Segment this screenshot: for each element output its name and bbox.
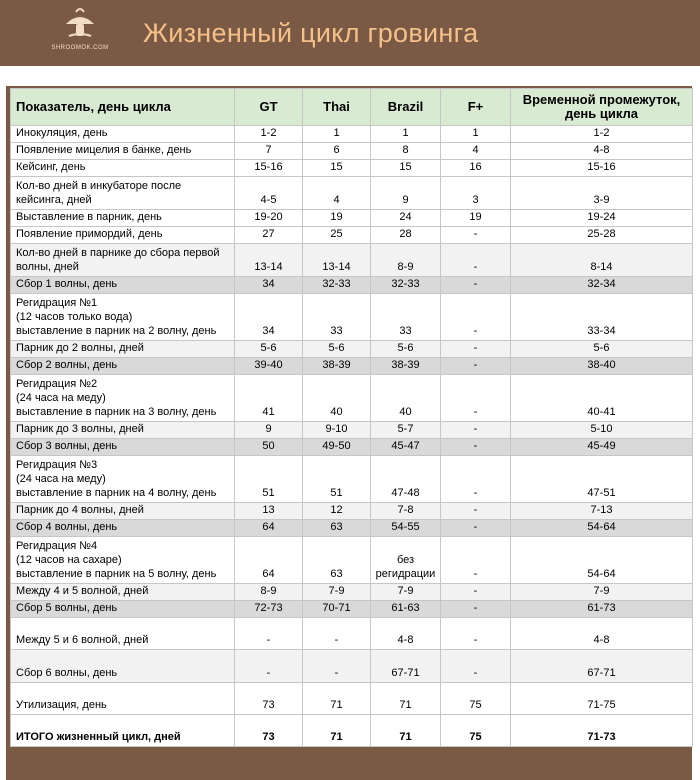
value-cell: 5-6 — [303, 341, 371, 358]
row-label — [11, 277, 235, 294]
row-label-line: ИТОГО жизненный цикл, дней — [16, 731, 181, 743]
value-cell: 4-8 — [511, 618, 693, 650]
value-cell: 15 — [371, 160, 441, 177]
value-cell: 45-47 — [371, 439, 441, 456]
table-row — [11, 503, 693, 520]
value-cell: - — [441, 422, 511, 439]
value-cell: 13-14 — [235, 244, 303, 277]
value-cell: 7-9 — [371, 584, 441, 601]
value-cell: 47-51 — [511, 456, 693, 503]
row-label-line: Регидрация №4 — [16, 540, 98, 552]
row-label-line: Между 5 и 6 волной, дней — [16, 634, 149, 646]
value-cell: 71 — [371, 715, 441, 747]
row-label — [11, 683, 235, 715]
value-cell: 33 — [303, 294, 371, 341]
value-cell: 73 — [235, 683, 303, 715]
value-cell: - — [303, 650, 371, 683]
value-cell: 1 — [441, 126, 511, 143]
value-cell: 75 — [441, 715, 511, 747]
value-cell: 1-2 — [511, 126, 693, 143]
value-cell: 25 — [303, 227, 371, 244]
table-row — [11, 277, 693, 294]
value-cell: 40 — [371, 375, 441, 422]
value-cell: 19 — [441, 210, 511, 227]
value-cell: 4-8 — [511, 143, 693, 160]
value-cell: 75 — [441, 683, 511, 715]
value-cell: 73 — [235, 715, 303, 747]
value-cell: 32-34 — [511, 277, 693, 294]
value-cell: - — [441, 227, 511, 244]
table-row — [11, 618, 693, 650]
row-label-line: Сбор 6 волны, день — [16, 667, 118, 679]
row-label-line: Утилизация, день — [16, 699, 107, 711]
row-label-line: Кейсинг, день — [16, 161, 86, 173]
row-label-line: выставление в парник на 3 волну, день — [16, 406, 217, 418]
value-cell: 6 — [303, 143, 371, 160]
value-cell: 38-39 — [371, 358, 441, 375]
table-row — [11, 227, 693, 244]
value-cell: 71-73 — [511, 715, 693, 747]
row-label-line: Появление мицелия в банке, день — [16, 144, 192, 156]
value-cell: 19 — [303, 210, 371, 227]
row-label-line: (12 часов только вода) — [16, 311, 133, 323]
value-cell: - — [441, 537, 511, 584]
row-label — [11, 160, 235, 177]
column-header: Показатель, день цикла — [11, 89, 235, 126]
value-cell: 15 — [303, 160, 371, 177]
value-cell: 61-73 — [511, 601, 693, 618]
logo-text: SHROOMOK.COM — [51, 45, 109, 51]
value-cell: 1 — [303, 126, 371, 143]
site-logo[interactable] — [50, 6, 110, 58]
value-cell: 40 — [303, 375, 371, 422]
value-cell: 16 — [441, 160, 511, 177]
value-cell: 63 — [303, 537, 371, 584]
table-row — [11, 375, 693, 422]
row-label — [11, 210, 235, 227]
value-cell: 32-33 — [303, 277, 371, 294]
value-cell: 51 — [303, 456, 371, 503]
value-cell: 47-48 — [371, 456, 441, 503]
value-cell: 34 — [235, 277, 303, 294]
row-label-line: выставление в парник на 2 волну, день — [16, 325, 217, 337]
column-header: Thai — [303, 89, 371, 126]
row-label-line: Появление примордий, день — [16, 228, 163, 240]
table-row — [11, 126, 693, 143]
row-label-line: Сбор 2 волны, день — [16, 359, 118, 371]
value-cell: 54-55 — [371, 520, 441, 537]
value-cell: 63 — [303, 520, 371, 537]
value-cell: - — [441, 244, 511, 277]
row-label-line: Регидрация №3 — [16, 459, 98, 471]
value-cell: - — [441, 294, 511, 341]
table-row — [11, 584, 693, 601]
value-cell: 33 — [371, 294, 441, 341]
value-cell: 7-8 — [371, 503, 441, 520]
growing-cycle-table — [10, 88, 693, 747]
column-header: Brazil — [371, 89, 441, 126]
value-cell: 13 — [235, 503, 303, 520]
value-cell: 72-73 — [235, 601, 303, 618]
row-label — [11, 126, 235, 143]
page-title: Жизненный цикл гровинга — [143, 18, 479, 48]
row-label-line: Сбор 3 волны, день — [16, 440, 118, 452]
table-row — [11, 160, 693, 177]
table-row — [11, 650, 693, 683]
row-label-line: выставление в парник на 5 волну, день — [16, 568, 217, 580]
value-cell: 38-39 — [303, 358, 371, 375]
value-cell: 25-28 — [511, 227, 693, 244]
value-cell: 27 — [235, 227, 303, 244]
value-cell: 8 — [371, 143, 441, 160]
value-cell: 71-75 — [511, 683, 693, 715]
table-row — [11, 601, 693, 618]
value-cell: - — [441, 503, 511, 520]
value-cell: - — [441, 584, 511, 601]
row-label-line: (24 часа на меду) — [16, 473, 106, 485]
row-label-line: Между 4 и 5 волной, дней — [16, 585, 149, 597]
header-banner — [0, 0, 700, 66]
value-cell: 1-2 — [235, 126, 303, 143]
value-cell: - — [235, 618, 303, 650]
row-label-line: Инокуляция, день — [16, 127, 108, 139]
value-cell: 7 — [235, 143, 303, 160]
value-cell: 12 — [303, 503, 371, 520]
value-cell: 5-6 — [371, 341, 441, 358]
value-cell: 9 — [371, 177, 441, 210]
value-cell: - — [441, 358, 511, 375]
table-row — [11, 715, 693, 747]
row-label — [11, 177, 235, 210]
row-label — [11, 456, 235, 503]
row-label — [11, 244, 235, 277]
row-label — [11, 375, 235, 422]
row-label — [11, 715, 235, 747]
table-row — [11, 358, 693, 375]
value-cell: - — [441, 375, 511, 422]
value-cell: 45-49 — [511, 439, 693, 456]
row-label — [11, 358, 235, 375]
row-label — [11, 227, 235, 244]
value-cell: 34 — [235, 294, 303, 341]
table-row — [11, 456, 693, 503]
value-cell: 13-14 — [303, 244, 371, 277]
row-label-line: Сбор 1 волны, день — [16, 278, 118, 290]
row-label-line: Кол-во дней в инкубаторе после — [16, 180, 182, 192]
value-cell: - — [441, 277, 511, 294]
value-cell: - — [441, 618, 511, 650]
value-cell: 3 — [441, 177, 511, 210]
value-cell: 7-9 — [511, 584, 693, 601]
value-cell: без регидрации — [371, 537, 441, 584]
value-cell: 5-10 — [511, 422, 693, 439]
row-label — [11, 143, 235, 160]
table-row — [11, 177, 693, 210]
row-label-line: Парник до 4 волны, дней — [16, 504, 144, 516]
table-header-row — [11, 89, 693, 126]
value-cell: 50 — [235, 439, 303, 456]
row-label — [11, 439, 235, 456]
mushroom-icon — [63, 6, 97, 44]
value-cell: - — [235, 650, 303, 683]
value-cell: 3-9 — [511, 177, 693, 210]
value-cell: 70-71 — [303, 601, 371, 618]
value-cell: 28 — [371, 227, 441, 244]
row-label-line: Сбор 5 волны, день — [16, 602, 118, 614]
value-cell: 64 — [235, 520, 303, 537]
value-cell: 54-64 — [511, 537, 693, 584]
value-cell: 5-6 — [511, 341, 693, 358]
value-cell: - — [441, 439, 511, 456]
value-cell: 49-50 — [303, 439, 371, 456]
row-label-line: (12 часов на сахаре) — [16, 554, 122, 566]
value-cell: 71 — [303, 715, 371, 747]
row-label — [11, 503, 235, 520]
value-cell: 24 — [371, 210, 441, 227]
row-label — [11, 341, 235, 358]
row-label-line: Парник до 2 волны, дней — [16, 342, 144, 354]
value-cell: 4 — [303, 177, 371, 210]
value-cell: 39-40 — [235, 358, 303, 375]
value-cell: 8-9 — [371, 244, 441, 277]
value-cell: 4-8 — [371, 618, 441, 650]
row-label — [11, 584, 235, 601]
value-cell: 8-14 — [511, 244, 693, 277]
column-header: Временной промежуток, день цикла — [511, 89, 693, 126]
row-label — [11, 422, 235, 439]
value-cell: 5-7 — [371, 422, 441, 439]
value-cell: 33-34 — [511, 294, 693, 341]
value-cell: 61-63 — [371, 601, 441, 618]
value-cell: - — [303, 618, 371, 650]
value-cell: 51 — [235, 456, 303, 503]
table-row — [11, 537, 693, 584]
value-cell: 67-71 — [371, 650, 441, 683]
row-label-line: Кол-во дней в парнике до сбора первой — [16, 247, 220, 259]
value-cell: 15-16 — [235, 160, 303, 177]
value-cell: 71 — [371, 683, 441, 715]
column-header: GT — [235, 89, 303, 126]
row-label-line: волны, дней — [16, 261, 79, 273]
value-cell: 7-9 — [303, 584, 371, 601]
row-label-line: Регидрация №2 — [16, 378, 98, 390]
row-label-line: Выставление в парник, день — [16, 211, 162, 223]
value-cell: 38-40 — [511, 358, 693, 375]
table-row — [11, 520, 693, 537]
row-label-line: Сбор 4 волны, день — [16, 521, 118, 533]
row-label — [11, 618, 235, 650]
value-cell: 4-5 — [235, 177, 303, 210]
row-label — [11, 294, 235, 341]
value-cell: - — [441, 650, 511, 683]
row-label-line: выставление в парник на 4 волну, день — [16, 487, 217, 499]
value-cell: 67-71 — [511, 650, 693, 683]
row-label-line: Парник до 3 волны, дней — [16, 423, 144, 435]
value-cell: 4 — [441, 143, 511, 160]
table-row — [11, 439, 693, 456]
value-cell: 7-13 — [511, 503, 693, 520]
row-label — [11, 520, 235, 537]
table-row — [11, 683, 693, 715]
value-cell: 19-20 — [235, 210, 303, 227]
table-row — [11, 143, 693, 160]
row-label-line: (24 часа на меду) — [16, 392, 106, 404]
value-cell: 8-9 — [235, 584, 303, 601]
value-cell: 1 — [371, 126, 441, 143]
value-cell: 32-33 — [371, 277, 441, 294]
table-row — [11, 422, 693, 439]
value-cell: 64 — [235, 537, 303, 584]
value-cell: - — [441, 456, 511, 503]
column-header: F+ — [441, 89, 511, 126]
table-row — [11, 294, 693, 341]
value-cell: 19-24 — [511, 210, 693, 227]
value-cell: 9 — [235, 422, 303, 439]
table-row — [11, 210, 693, 227]
row-label — [11, 537, 235, 584]
table-row — [11, 244, 693, 277]
row-label-line: кейсинга, дней — [16, 194, 92, 206]
row-label-line: Регидрация №1 — [16, 297, 98, 309]
value-cell: 40-41 — [511, 375, 693, 422]
value-cell: - — [441, 341, 511, 358]
value-cell: 9-10 — [303, 422, 371, 439]
value-cell: 15-16 — [511, 160, 693, 177]
value-cell: 5-6 — [235, 341, 303, 358]
table-row — [11, 341, 693, 358]
row-label — [11, 601, 235, 618]
value-cell: - — [441, 520, 511, 537]
value-cell: 71 — [303, 683, 371, 715]
value-cell: 54-64 — [511, 520, 693, 537]
value-cell: 41 — [235, 375, 303, 422]
row-label — [11, 650, 235, 683]
value-cell: - — [441, 601, 511, 618]
